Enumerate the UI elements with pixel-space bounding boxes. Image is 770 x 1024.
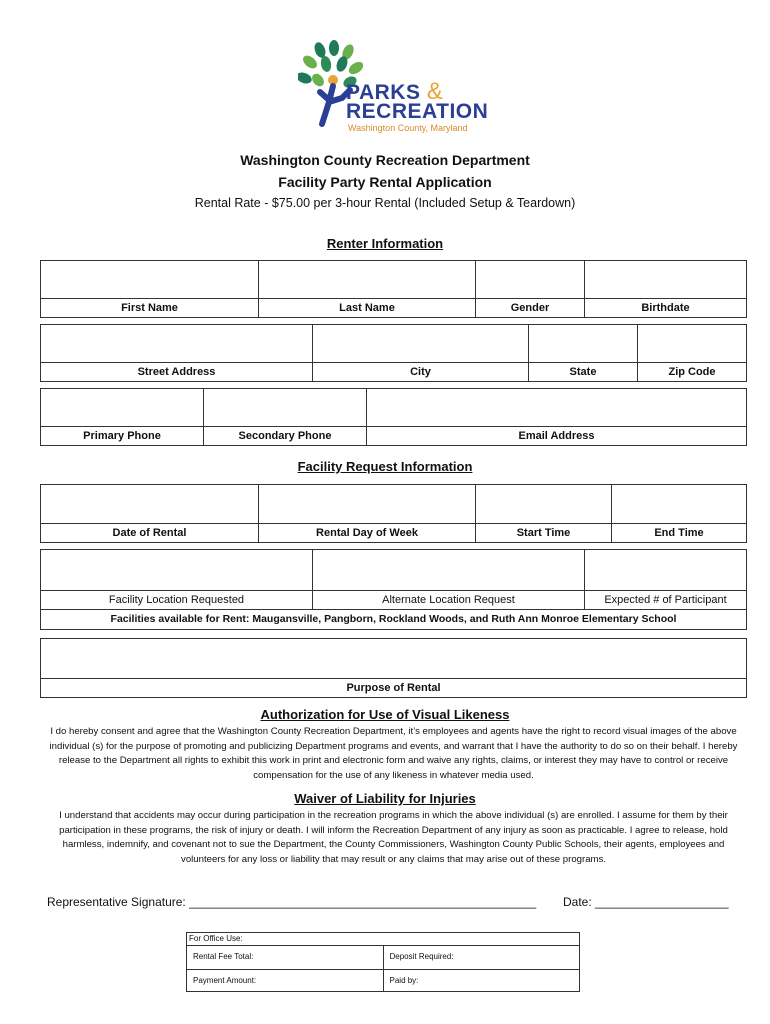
rental-date-label: Date of Rental xyxy=(41,523,258,542)
end-time-label: End Time xyxy=(612,523,746,542)
gender-label: Gender xyxy=(476,298,584,317)
first-name-label: First Name xyxy=(41,298,258,317)
form-title: Washington County Recreation Department xyxy=(240,152,530,168)
primary-phone-field[interactable] xyxy=(41,389,204,445)
purpose-row xyxy=(40,638,747,698)
rental-date-field[interactable] xyxy=(41,485,259,542)
street-address-label: Street Address xyxy=(41,362,312,381)
participants-label: Expected # of Participant xyxy=(585,590,746,609)
paid-by-field[interactable]: Paid by: xyxy=(389,975,419,985)
date-line[interactable]: Date: ____________________ xyxy=(563,895,729,909)
payment-amount-field[interactable]: Payment Amount: xyxy=(187,970,384,993)
facility-info-heading: Facility Request Information xyxy=(297,459,473,474)
contact-row xyxy=(40,388,747,446)
authorization-heading: Authorization for Use of Visual Likeness xyxy=(260,707,510,722)
primary-phone-label: Primary Phone xyxy=(41,426,203,445)
birthdate-label: Birthdate xyxy=(585,298,746,317)
waiver-heading: Waiver of Liability for Injuries xyxy=(294,791,476,806)
rental-rate: Rental Rate - $75.00 per 3-hour Rental (Included Setup & Teardown) xyxy=(194,196,576,210)
facility-location-field[interactable] xyxy=(41,550,313,609)
rental-day-field[interactable] xyxy=(259,485,476,542)
name-row xyxy=(40,260,747,318)
email-label: Email Address xyxy=(367,426,746,445)
purpose-field[interactable] xyxy=(41,639,746,697)
start-time-label: Start Time xyxy=(476,523,611,542)
birthdate-field[interactable] xyxy=(585,261,746,317)
waiver-text: I understand that accidents may occur during participation in the recreation programs in which the above individual (s) are enrolled. I assume for them by their participation in these programs, the risk of injury or death. I will inform the Recreation Department of any injury as soon as practicable. I agree to release, hold harmless, indemnify, and covenant not to sue the Department, the County Commissioners, Washington County Public Schools, their agents, employees and volunteers for any loss or liability that may result or any claims that may arise out of these programs. xyxy=(59,810,728,865)
logo-subtitle: Washington County, Maryland xyxy=(348,123,468,133)
authorization-text: I do hereby consent and agree that the Washington County Recreation Department, it’s employees and agents have the right to record visual images of the above individual (s) for the purpose of promoting and publicizing Department programs and events, and warrant that I have the authority to do so on their behalf. I hereby release to the Department all rights to exhibit this work in print and electronic form and waive any rights, claims, or interest they may have to control or receive compensation for the use of any likeness in whatever media used. xyxy=(49,726,738,781)
deposit-field[interactable]: Deposit Required: xyxy=(389,952,454,961)
start-time-field[interactable] xyxy=(476,485,612,542)
secondary-phone-field[interactable] xyxy=(204,389,367,445)
first-name-field[interactable] xyxy=(41,261,259,317)
office-use-header: For Office Use: xyxy=(189,934,243,943)
rental-day-label: Rental Day of Week xyxy=(259,523,475,542)
zip-code-label: Zip Code xyxy=(638,362,746,381)
gender-field[interactable] xyxy=(476,261,585,317)
last-name-field[interactable] xyxy=(259,261,476,317)
end-time-field[interactable] xyxy=(612,485,746,542)
location-row xyxy=(40,549,747,610)
rental-fee-field[interactable]: Rental Fee Total: xyxy=(187,946,384,969)
participants-field[interactable] xyxy=(585,550,746,609)
address-row xyxy=(40,324,747,382)
city-label: City xyxy=(313,362,528,381)
form-subtitle: Facility Party Rental Application xyxy=(278,174,492,190)
date-time-row xyxy=(40,484,747,543)
parks-recreation-logo xyxy=(298,40,498,140)
secondary-phone-label: Secondary Phone xyxy=(204,426,366,445)
state-label: State xyxy=(529,362,637,381)
zip-code-field[interactable] xyxy=(638,325,746,381)
facility-location-label: Facility Location Requested xyxy=(41,590,312,609)
alternate-location-field[interactable] xyxy=(313,550,585,609)
alternate-location-label: Alternate Location Request xyxy=(313,590,584,609)
facilities-available-note: Facilities available for Rent: Maugansville, Pangborn, Rockland Woods, and Ruth Ann Monroe Elementary School xyxy=(40,610,747,630)
last-name-label: Last Name xyxy=(259,298,475,317)
logo-line1: PARKS & xyxy=(346,78,444,105)
email-field[interactable] xyxy=(367,389,746,445)
city-field[interactable] xyxy=(313,325,529,381)
purpose-label: Purpose of Rental xyxy=(41,678,746,697)
office-use-box xyxy=(186,932,580,992)
street-address-field[interactable] xyxy=(41,325,313,381)
signature-line[interactable]: Representative Signature: ____________________________________________________ xyxy=(47,895,537,909)
logo-line2: RECREATION xyxy=(346,100,489,123)
renter-info-heading: Renter Information xyxy=(326,236,444,251)
state-field[interactable] xyxy=(529,325,638,381)
